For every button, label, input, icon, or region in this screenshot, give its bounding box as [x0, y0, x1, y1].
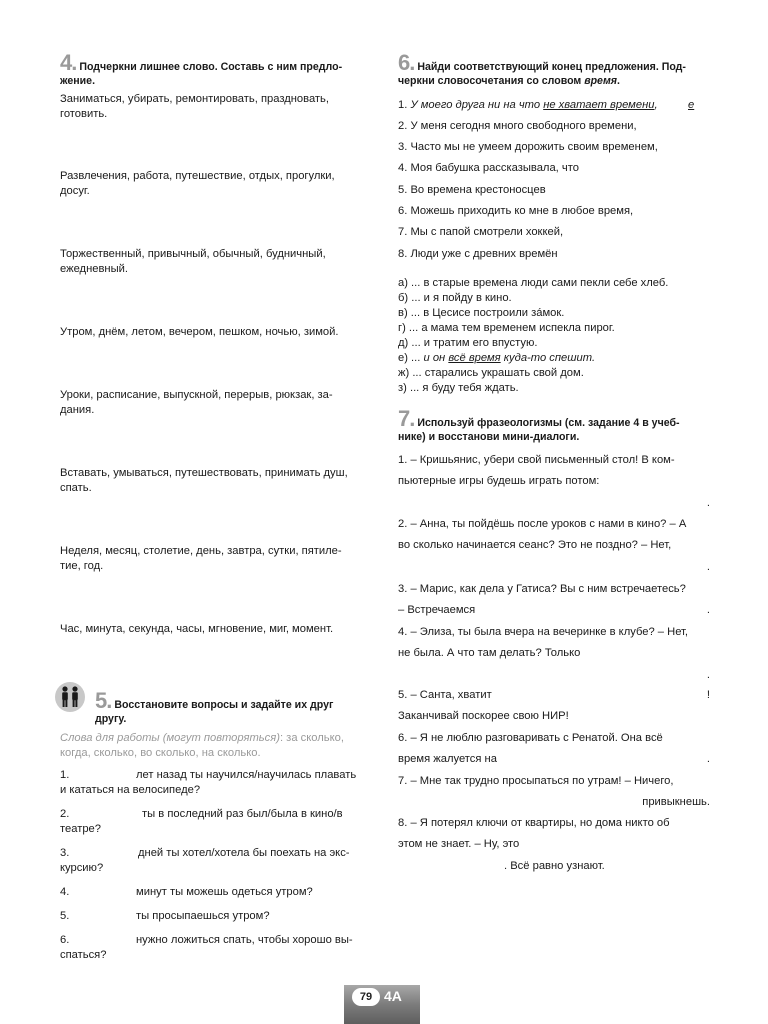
question-3: 3. дней ты хотел/хотела бы поехать на экс- курсию? — [60, 847, 350, 874]
sentence-3: 3. Часто мы не умеем дорожить своим временем, — [398, 141, 658, 153]
ending-z: з) ... я буду тебя ждать. — [398, 382, 519, 394]
task-4-number: 4. — [60, 50, 77, 75]
dialogue-2: 2. – Анна, ты пойдёшь после уроков с нами в кино? – А во сколько начинается сеанс? Это не поздно? – Нет, . — [398, 518, 710, 573]
word-group-4: Утром, днём, летом, вечером, пешком, ночью, зимой. — [60, 326, 339, 338]
sentence-6: 6. Можешь приходить ко мне в любое время, — [398, 205, 634, 217]
word-group-7: Неделя, месяц, столетие, день, завтра, сутки, пятиле- тие, год. — [60, 545, 342, 572]
word-group-2: Развлечения, работа, путешествие, отдых, прогулки, досуг. — [60, 170, 335, 197]
task-6-heading: 6. Найди соответствующий конец предложения. Под- черкни словосочетания со словом время. — [398, 50, 686, 87]
task-6-instruction-line-1: Найди соответствующий конец предложения. Под- — [417, 61, 686, 73]
question-5: 5. ты просыпаешься утром? — [60, 910, 270, 922]
ending-e: е) ... и он всё время куда-то спешит. — [398, 352, 596, 364]
ending-b: б) ... и я пойду в кино. — [398, 292, 512, 304]
task-4-heading — [60, 52, 370, 88]
task-7-number: 7. — [398, 406, 415, 431]
word-bank-label: Слова для работы (могут повторяться) — [60, 732, 280, 744]
ending-v: в) ... в Цесисе построили зáмок. — [398, 307, 565, 319]
word-group-6: Вставать, умываться, путешествовать, принимать душ, спать. — [60, 467, 348, 494]
dialogue-5: 5. – Санта, хватит ! Заканчивай поскорее свою НИР! — [398, 689, 710, 723]
pair-work-icon — [55, 682, 85, 712]
task-4-instruction-line-1: Подчеркни лишнее слово. Составь с ним предло- — [79, 61, 343, 73]
task-5-heading — [95, 690, 370, 726]
sentence-1: 1. У моего друга ни на что не хватает времени, е — [398, 99, 695, 111]
question-4: 4. минут ты можешь одеться утром? — [60, 886, 313, 898]
task-4-instruction-line-2: жение. — [60, 74, 96, 87]
word-group-5: Уроки, расписание, выпускной, перерыв, рюкзак, за- дания. — [60, 389, 333, 416]
underlined-phrase: не хватает времени — [543, 99, 655, 111]
sentence-5: 5. Во времена крестоносцев — [398, 184, 546, 196]
word-group-8: Час, минута, секунда, часы, мгновение, миг, момент. — [60, 623, 334, 635]
sentence-7: 7. Мы с папой смотрели хоккей, — [398, 226, 564, 238]
question-6: 6. нужно ложиться спать, чтобы хорошо вы- спаться? — [60, 934, 353, 961]
task-7-instruction-line-2: нике) и восстанови мини-диалоги. — [398, 430, 580, 443]
task-7-instruction-line-1: Используй фразеологизмы (см. задание 4 в учеб- — [417, 417, 680, 429]
ending-g: г) ... а мама тем временем испекла пирог. — [398, 322, 615, 334]
dialogue-4: 4. – Элиза, ты была вчера на вечеринке в клубе? – Нет, не была. А что там делать? Только . — [398, 626, 710, 681]
ending-zh: ж) ... старались украшать свой дом. — [398, 367, 584, 379]
ending-d: д) ... и тратим его впустую. — [398, 337, 538, 349]
page-number: 79 — [352, 988, 380, 1006]
dialogue-3: 3. – Марис, как дела у Гатиса? Вы с ним встречаетесь? – Встречаемся . — [398, 583, 710, 617]
task-7-heading — [398, 408, 710, 444]
sentence-2: 2. У меня сегодня много свободного времени, — [398, 120, 637, 132]
unit-mark: 4A — [384, 988, 402, 1004]
sentence-endings — [398, 276, 710, 396]
question-2: 2. ты в последний раз был/была в кино/в театре? — [60, 808, 343, 835]
sentence-4: 4. Моя бабушка рассказывала, что — [398, 162, 579, 174]
question-1: 1. лет назад ты научился/научилась плавать и кататься на велосипеде? — [60, 769, 357, 796]
ending-a: а) ... в старые времена люди сами пекли себе хлеб. — [398, 277, 669, 289]
dialogue-1: 1. – Кришьянис, убери свой письменный стол! В ком- пьютерные игры будешь играть потом: . — [398, 454, 710, 509]
answer-letter: е — [688, 99, 695, 111]
word-group-3: Торжественный, привычный, обычный, будничный, ежедневный. — [60, 248, 326, 275]
word-group-1: Заниматься, убирать, ремонтировать, праздновать, готовить. — [60, 93, 329, 120]
task-6-number: 6. — [398, 50, 415, 75]
task-5-number: 5. — [95, 688, 112, 713]
sentence-8: 8. Люди уже с древних времён — [398, 248, 558, 260]
task-5-instruction-line-2: другу. — [95, 712, 127, 725]
dialogue-7: 7. – Мне так трудно просыпаться по утрам! – Ничего, привыкнешь. — [398, 775, 710, 809]
dialogue-6: 6. – Я не люблю разговаривать с Ренатой. Она всё время жалуется на . — [398, 732, 710, 766]
task-5-word-bank: Слова для работы (могут повторяться): за сколько, когда, сколько, во сколько, на сколько. — [60, 732, 344, 759]
dialogue-8: 8. – Я потерял ключи от квартиры, но дома никто об этом не знает. – Ну, это . Всё равно узнают. — [398, 817, 670, 872]
task-5-instruction-line-1: Восстановите вопросы и задайте их друг — [114, 699, 334, 711]
